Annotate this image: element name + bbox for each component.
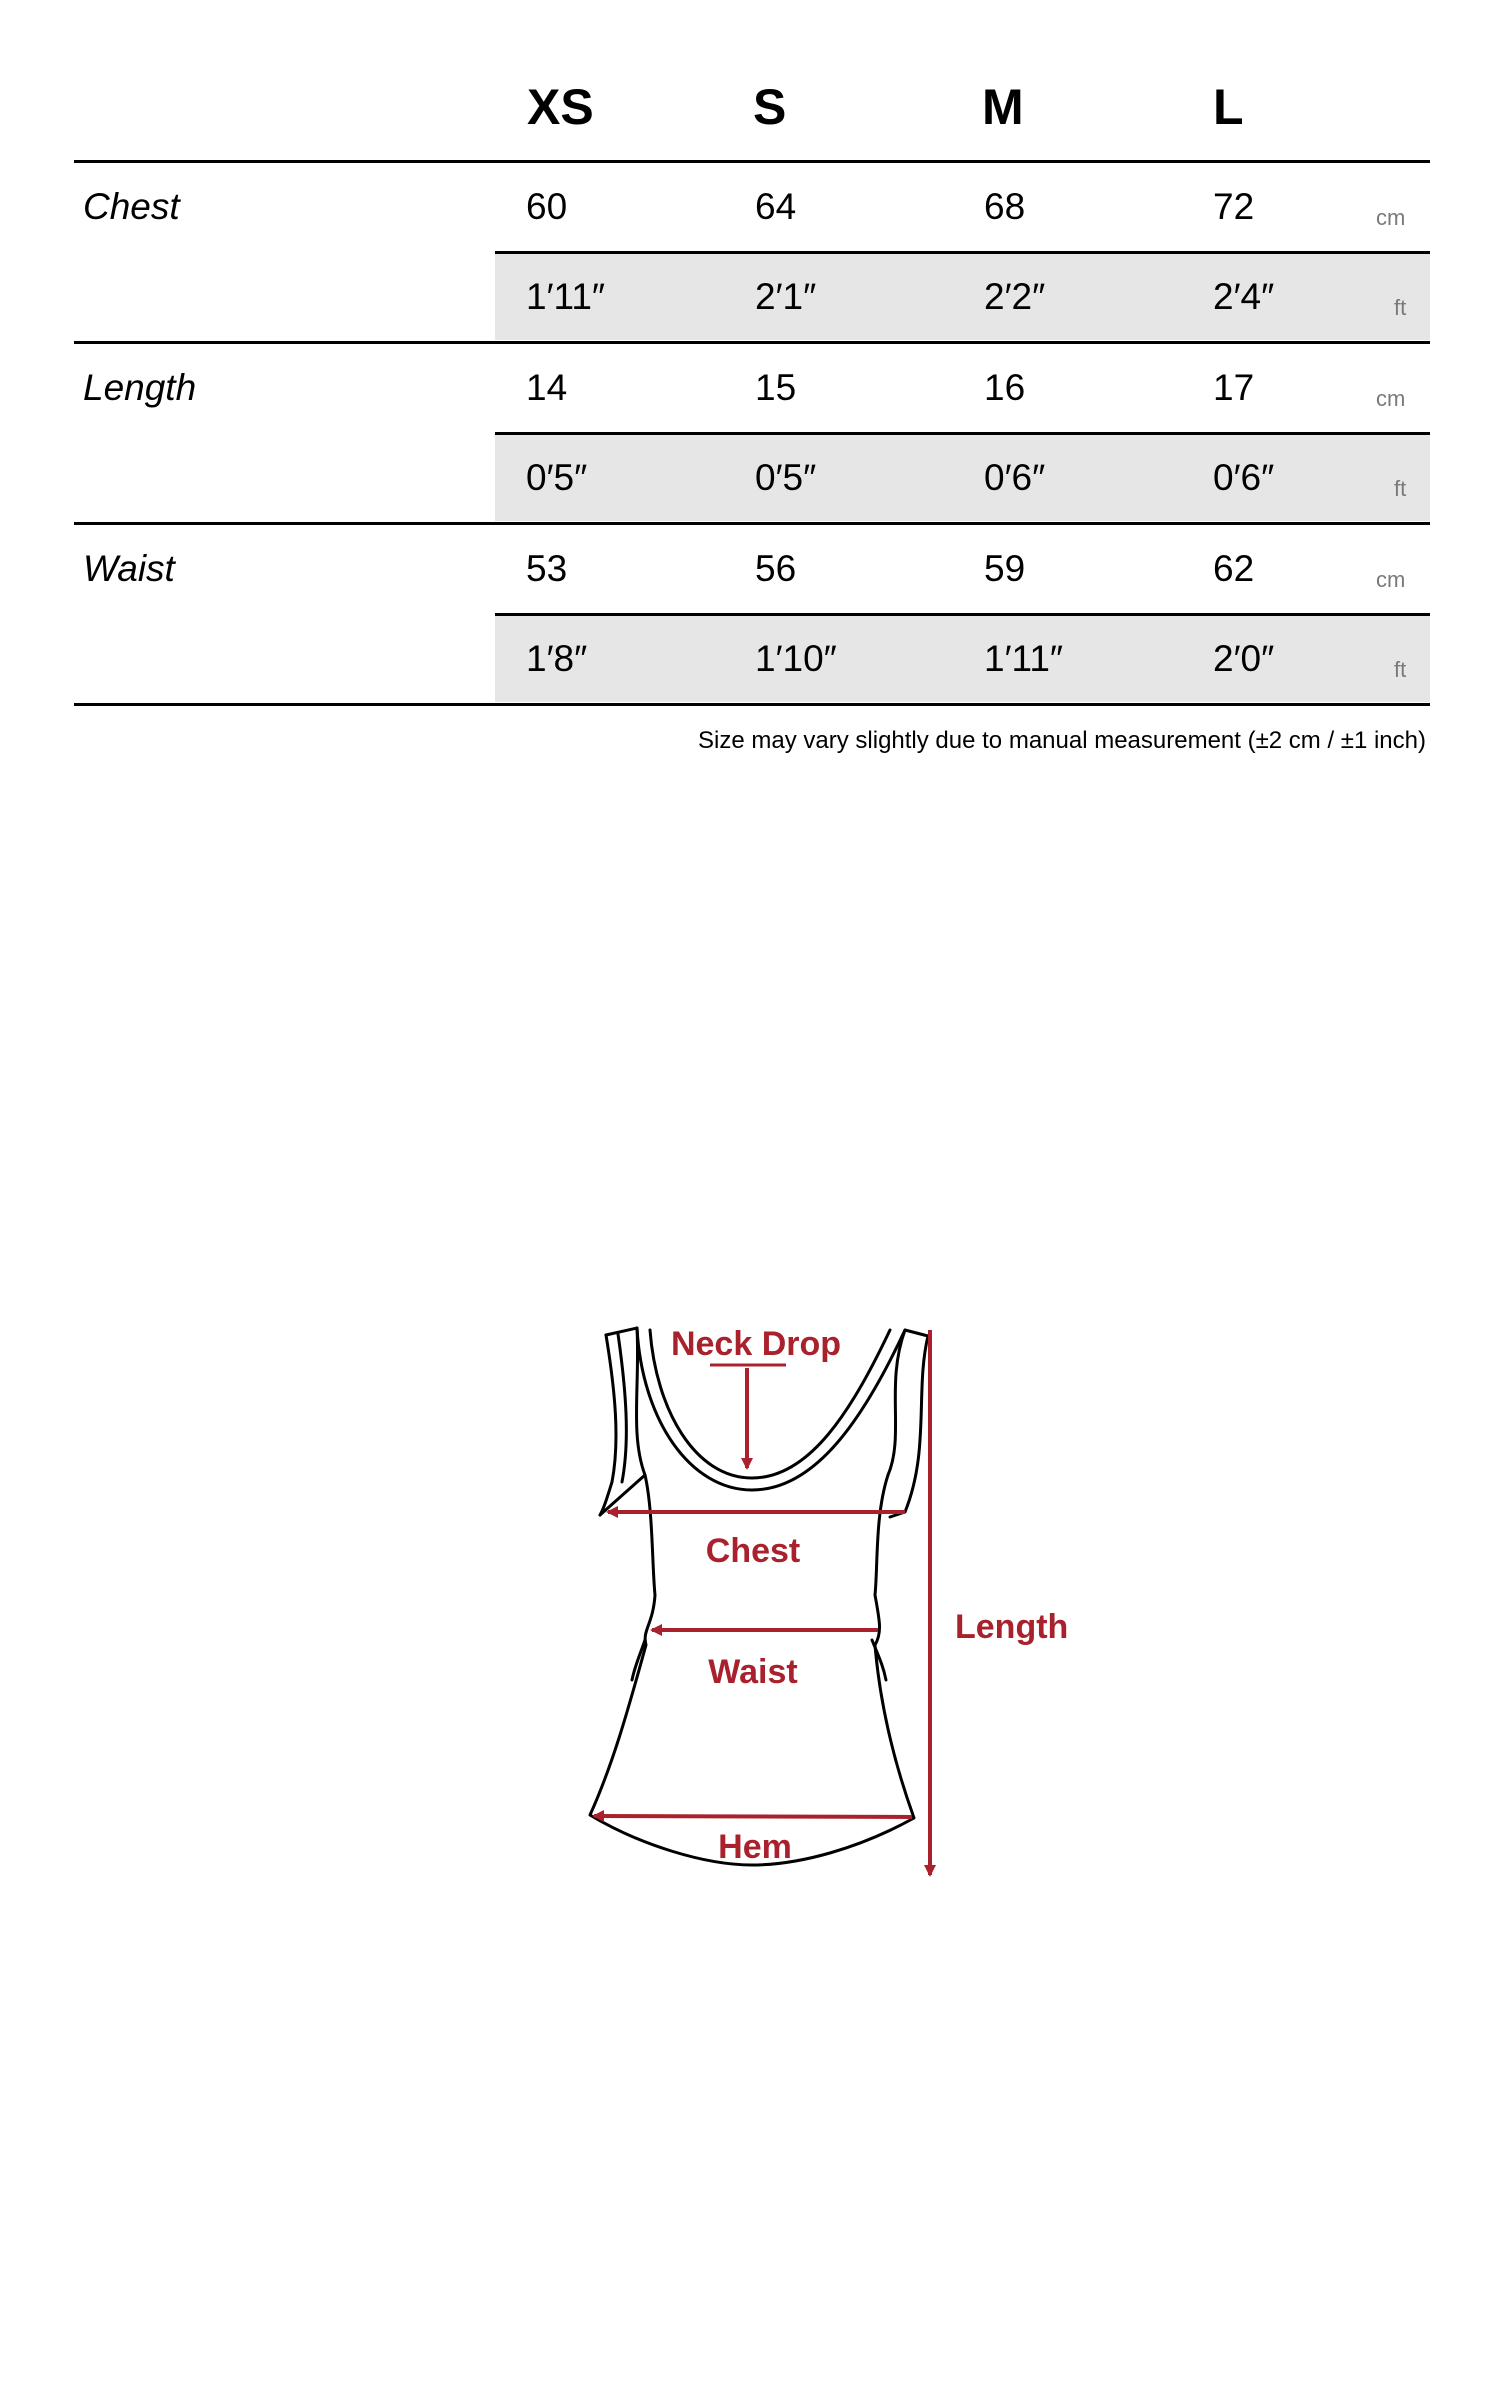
table-rule-length-sub (495, 432, 1430, 435)
waist-ft-unit: ft (1394, 657, 1407, 682)
table-rule-chest (74, 341, 1430, 344)
table-rule-chest-sub (495, 251, 1430, 254)
chest-ft-xs: 1′11″ (526, 276, 606, 317)
measurement-arrows (594, 1330, 930, 1875)
length-ft-l: 0′6″ (1213, 457, 1275, 498)
waist-ft-row-bg (495, 615, 1430, 702)
length-ft-unit: ft (1394, 476, 1407, 501)
waist-ft-s: 1′10″ (755, 638, 837, 679)
length-cm-unit: cm (1376, 386, 1406, 411)
length-cm-m: 16 (984, 367, 1026, 408)
length-ft-s: 0′5″ (755, 457, 817, 498)
measurement-note: Size may vary slightly due to manual measurement (±2 cm / ±1 inch) (698, 727, 1426, 754)
table-rule-waist-sub (495, 613, 1430, 616)
chest-cm-s: 64 (755, 186, 797, 227)
neck-drop-label: Neck Drop (670, 1325, 842, 1363)
waist-cm-l: 62 (1213, 548, 1255, 589)
size-chart-table (0, 0, 1500, 760)
row-label-waist: Waist (83, 548, 175, 589)
chest-ft-row-bg (495, 253, 1430, 340)
length-ft-m: 0′6″ (984, 457, 1046, 498)
hem-label: Hem (718, 1828, 792, 1866)
size-header-s: S (753, 79, 787, 135)
waist-label: Waist (708, 1653, 798, 1691)
hem-arrow (594, 1816, 912, 1817)
length-cm-l: 17 (1213, 367, 1255, 408)
table-rule-top (74, 160, 1430, 163)
size-header-m: M (982, 79, 1024, 135)
chest-cm-m: 68 (984, 186, 1026, 227)
tank-top-measurement-diagram (560, 1250, 1120, 1890)
length-ft-xs: 0′5″ (526, 457, 588, 498)
chest-cm-unit: cm (1376, 205, 1406, 230)
waist-ft-l: 2′0″ (1213, 638, 1275, 679)
waist-cm-s: 56 (755, 548, 797, 589)
size-header-l: L (1213, 79, 1244, 135)
length-label: Length (955, 1608, 1069, 1646)
table-rule-length (74, 522, 1430, 525)
chest-ft-unit: ft (1394, 295, 1407, 320)
row-label-chest: Chest (83, 186, 180, 227)
waist-cm-m: 59 (984, 548, 1026, 589)
length-ft-row-bg (495, 434, 1430, 521)
chest-ft-s: 2′1″ (755, 276, 817, 317)
tank-top-outline (590, 1328, 928, 1865)
size-header-xs: XS (527, 79, 594, 135)
waist-ft-xs: 1′8″ (526, 638, 588, 679)
waist-cm-unit: cm (1376, 567, 1406, 592)
length-cm-s: 15 (755, 367, 797, 408)
chest-cm-l: 72 (1213, 186, 1255, 227)
chest-ft-m: 2′2″ (984, 276, 1046, 317)
chest-label: Chest (705, 1532, 801, 1570)
waist-ft-m: 1′11″ (984, 638, 1064, 679)
chest-ft-l: 2′4″ (1213, 276, 1275, 317)
table-rule-bottom (74, 703, 1430, 706)
waist-cm-xs: 53 (526, 548, 568, 589)
chest-cm-xs: 60 (526, 186, 568, 227)
length-cm-xs: 14 (526, 367, 568, 408)
row-label-length: Length (83, 367, 197, 408)
